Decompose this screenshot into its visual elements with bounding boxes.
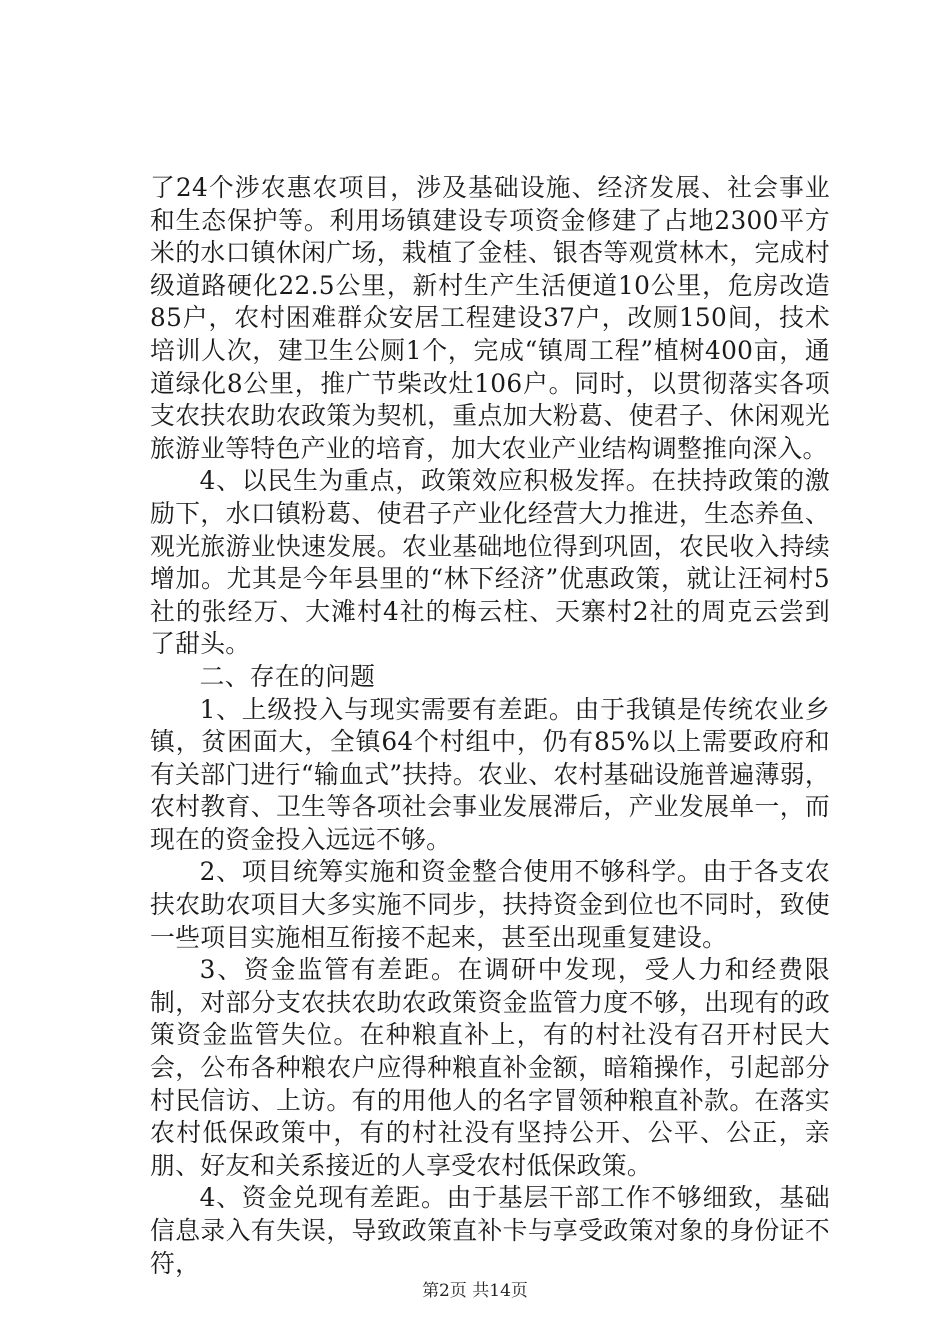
page-number-footer: 第2页 共14页	[422, 1281, 528, 1301]
paragraph-continuation: 了24个涉农惠农项目，涉及基础设施、经济发展、社会事业和生态保护等。利用场镇建设专项资金修建了占地2300平方米的水口镇休闲广场，栽植了金桂、银杏等观赏林木，完成村级道路硬化22.5公里，新村生产生活便道10公里，危房改造85户，农村困难群众安居工程建设37户，改厕150间，技术培训人次，建卫生公厕1个，完成“镇周工程”植树400亩，通道绿化8公里，推广节柴改灶106户。同时，以贯彻落实各项支农扶农助农政策为契机，重点加大粉葛、使君子、休闲观光旅游业等特色产业的培育，加大农业产业结构调整推向深入。	[150, 173, 830, 463]
document-body	[150, 172, 830, 1280]
paragraph-problem-3: 3、资金监管有差距。在调研中发现，受人力和经费限制，对部分支农扶农助农政策资金监管力度不够，出现有的政策资金监管失位。在种粮直补上，有的村社没有召开村民大会，公布各种粮农户应得种粮直补金额，暗箱操作，引起部分村民信访、上访。有的用他人的名字冒领种粮直补款。在落实农村低保政策中，有的村社没有坚持公开、公平、公正，亲朋、好友和关系接近的人享受农村低保政策。	[150, 955, 830, 1180]
paragraph-problem-4: 4、资金兑现有差距。由于基层干部工作不够细致，基础信息录入有失误，导致政策直补卡与享受政策对象的身份证不符，	[150, 1183, 830, 1278]
section-heading-problems: 二、存在的问题	[199, 661, 376, 691]
paragraph-problem-2: 2、项目统筹实施和资金整合使用不够科学。由于各支农扶农助农项目大多实施不同步，扶持资金到位也不同时，致使一些项目实施相互衔接不起来，甚至出现重复建设。	[150, 857, 830, 952]
paragraph-item-4-livelihood: 4、以民生为重点，政策效应积极发挥。在扶持政策的激励下，水口镇粉葛、使君子产业化经营大力推进，生态养鱼、观光旅游业快速发展。农业基础地位得到巩固，农民收入持续增加。尤其是今年县里的“林下经济”优惠政策，就让汪祠村5社的张经万、大滩村4社的梅云柱、天寨村2社的周克云尝到了甜头。	[150, 466, 830, 659]
paragraph-problem-1: 1、上级投入与现实需要有差距。由于我镇是传统农业乡镇，贫困面大，全镇64个村组中，仍有85%以上需要政府和有关部门进行“输血式”扶持。农业、农村基础设施普遍薄弱，农村教育、卫生等各项社会事业发展滞后，产业发展单一，而现在的资金投入远远不够。	[150, 694, 830, 854]
